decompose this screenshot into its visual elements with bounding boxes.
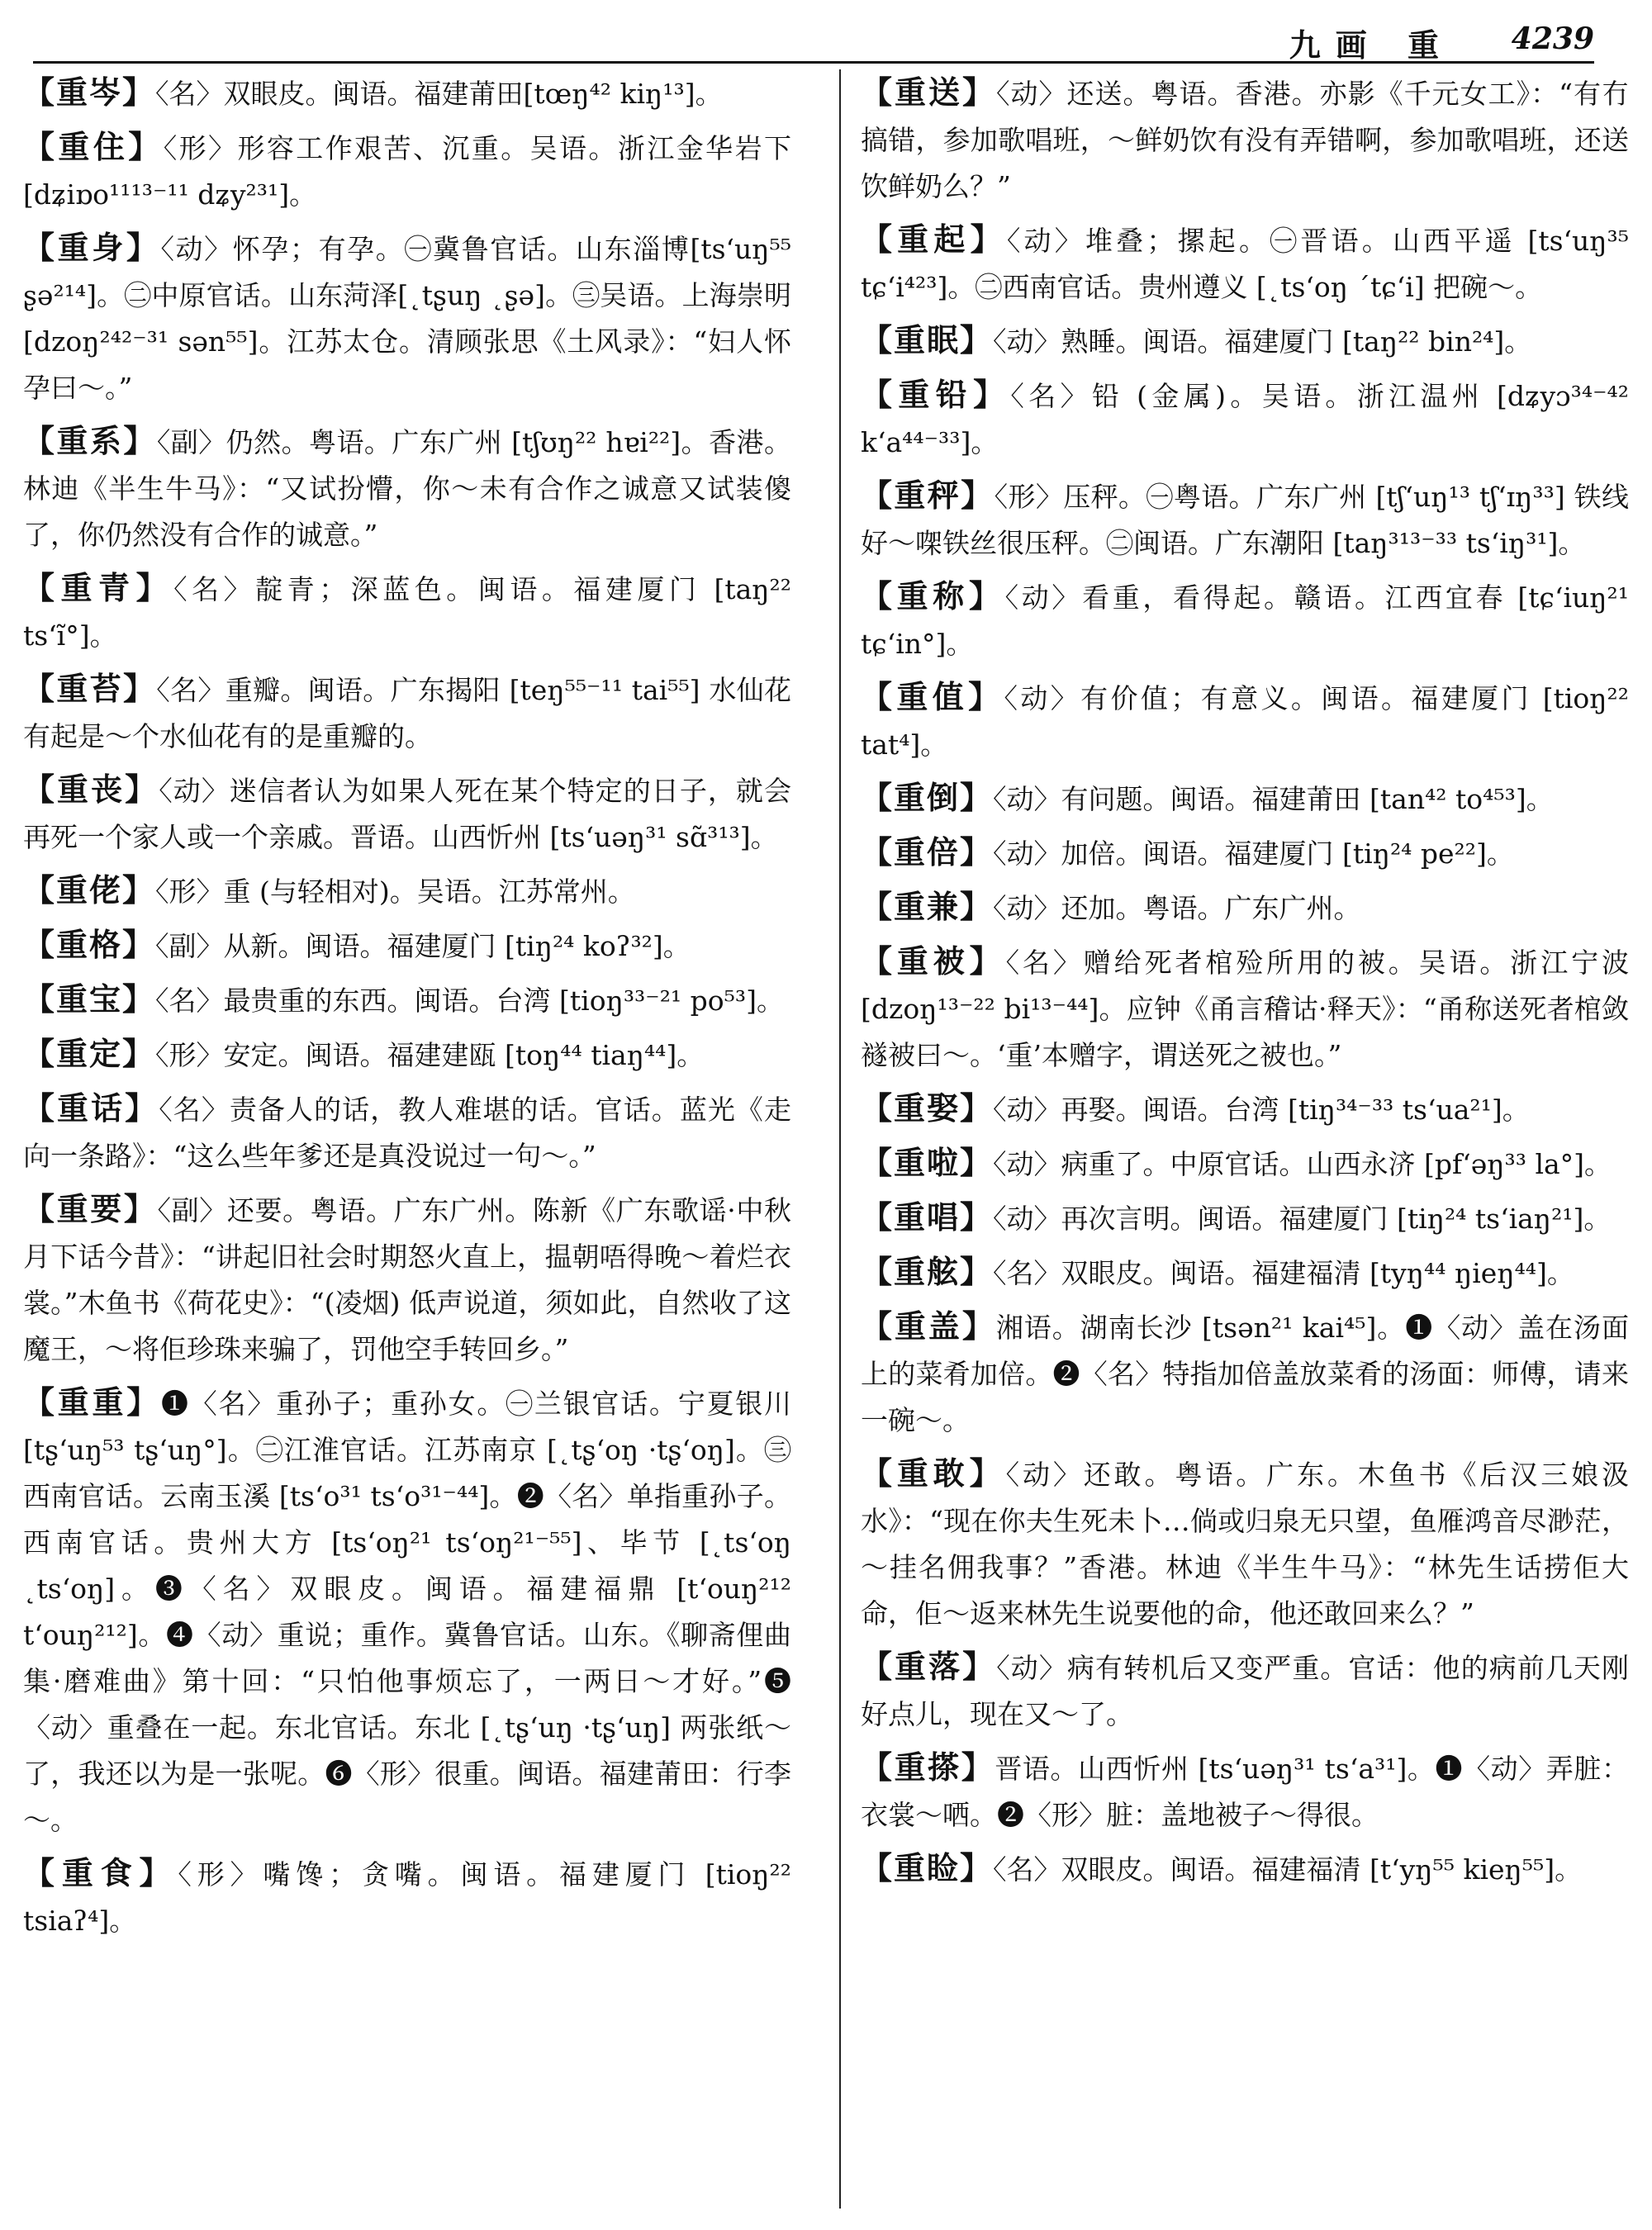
- entry-definition: 〈形〉嘴馋；贪嘴。闽语。福建厦门 [tioŋ²² tsiaʔ⁴]。: [23, 1858, 791, 1937]
- entry-definition: 〈动〉迷信者认为如果人死在某个特定的日子，就会再死一个家人或一个亲戚。晋语。山西忻州 [tsʻuəŋ³¹ sɑ̃³¹³]。: [23, 775, 791, 853]
- entry-headword: 【重倍】: [861, 833, 994, 871]
- page-number: 4239: [1511, 21, 1594, 56]
- dictionary-entry: [23, 1850, 791, 1944]
- entry-headword: 【重送】: [861, 74, 997, 111]
- entry-headword: 【重值】: [861, 678, 1004, 715]
- entry-definition: 〈名〉双眼皮。闽语。福建莆田[tœŋ⁴² kiŋ¹³]。: [155, 78, 723, 110]
- dictionary-entry: [23, 1085, 791, 1179]
- entry-headword: 【重称】: [861, 577, 1005, 614]
- dictionary-entry: [23, 418, 791, 558]
- entry-definition: 〈动〉怀孕；有孕。㊀冀鲁官话。山东淄博[tsʻuŋ⁵⁵ ʂə²¹⁴]。㊁中原官话。山东菏泽[˛tʂuŋ ˛ʂə]。㊂吴语。上海崇明 [dzoŋ²⁴²⁻³¹ sən⁵⁵]。江苏太仓。清顾张思《土风录》：“妇人怀孕曰～。”: [23, 233, 791, 404]
- entry-headword: 【重重】: [23, 1383, 162, 1421]
- dictionary-entry: [861, 1085, 1629, 1133]
- entry-definition: 〈动〉有问题。闽语。福建莆田 [tan⁴² to⁴⁵³]。: [993, 783, 1554, 815]
- dictionary-entry: [861, 1140, 1629, 1188]
- dictionary-entry: [23, 69, 791, 117]
- entry-headword: 【重唱】: [861, 1198, 994, 1236]
- page-header: [33, 12, 1594, 64]
- entry-definition: 湘语。湖南长沙 [tsən²¹ kai⁴⁵]。❶〈动〉盖在汤面上的菜肴加倍。❷〈名〉特指加倍盖放菜肴的汤面：师傅，请来一碗～。: [861, 1312, 1629, 1436]
- entry-definition: 〈动〉还送。粤语。香港。亦影《千元女工》：“有冇搞错，参加歌唱班，～鲜奶饮有没有弄错啊，参加歌唱班，还送饮鲜奶么？”: [861, 78, 1629, 202]
- dictionary-entry: [861, 472, 1629, 567]
- entry-definition: 〈名〉双眼皮。闽语。福建福清 [tʻyŋ⁵⁵ kieŋ⁵⁵]。: [993, 1853, 1583, 1886]
- entry-headword: 【重盖】: [861, 1307, 996, 1345]
- dictionary-entry: [861, 1744, 1629, 1839]
- entry-headword: 【重舷】: [861, 1253, 994, 1290]
- entry-headword: 【重身】: [23, 229, 161, 266]
- entry-definition: 〈动〉加倍。闽语。福建厦门 [tiŋ²⁴ pe²²]。: [993, 837, 1514, 870]
- entry-definition: 〈名〉双眼皮。闽语。福建福清 [tyŋ⁴⁴ ŋieŋ⁴⁴]。: [993, 1257, 1574, 1289]
- entry-definition: 〈名〉赠给死者棺殓所用的被。吴语。浙江宁波 [dzoŋ¹³⁻²² bi¹³⁻⁴⁴]。应钟《甬言稽诂·释天》：“甬称送死者棺敛襚被曰～。‘重’本赠字，谓送死之被也。”: [861, 947, 1629, 1071]
- entry-headword: 【重起】: [861, 221, 1007, 258]
- entry-headword: 【重青】: [23, 569, 174, 606]
- right-column: [861, 69, 1629, 1900]
- entry-definition: 〈动〉病有转机后又变严重。官话：他的病前几天刚好点儿，现在又～了。: [861, 1652, 1629, 1730]
- dictionary-entry: [23, 976, 791, 1024]
- entry-definition: 〈动〉堆叠；摞起。㊀晋语。山西平遥 [tsʻuŋ³⁵ tɕʻi⁴²³]。㊁西南官话。贵州遵义 [˛tsʻoŋ ˊtɕʻi] 把碗～。: [861, 225, 1629, 303]
- entry-headword: 【重秤】: [861, 477, 995, 514]
- dictionary-entry: [861, 317, 1629, 365]
- dictionary-entry: [861, 1450, 1629, 1637]
- dictionary-entry: [23, 124, 791, 218]
- entry-definition: 晋语。山西忻州 [tsʻuəŋ³¹ tsʻa³¹]。❶〈动〉弄脏：衣裳～哂。❷〈形〉脏：盖地被子～得很。: [861, 1753, 1629, 1831]
- entry-headword: 【重倒】: [861, 779, 994, 816]
- entry-definition: 〈名〉责备人的话，教人难堪的话。官话。蓝光《走向一条路》：“这么些年爹还是真没说过一句～。”: [23, 1094, 791, 1172]
- dictionary-entry: [861, 674, 1629, 768]
- entry-definition: 〈名〉重瓣。闽语。广东揭阳 [teŋ⁵⁵⁻¹¹ tai⁵⁵] 水仙花有起是～个水仙花有的是重瓣的。: [23, 674, 791, 752]
- left-column: [23, 69, 791, 1951]
- dictionary-entry: [861, 1845, 1629, 1893]
- dictionary-entry: [861, 884, 1629, 932]
- entry-definition: 〈形〉安定。闽语。福建建瓯 [toŋ⁴⁴ tiaŋ⁴⁴]。: [155, 1039, 705, 1071]
- entry-headword: 【重铅】: [861, 376, 1011, 413]
- dictionary-entry: [23, 867, 791, 915]
- dictionary-entry: [861, 1644, 1629, 1738]
- dictionary-entry: [23, 1031, 791, 1079]
- entry-headword: 【重睑】: [861, 1849, 994, 1886]
- entry-headword: 【重要】: [23, 1190, 158, 1227]
- dictionary-entry: [861, 829, 1629, 877]
- column-divider: [839, 69, 841, 2209]
- entry-definition: 〈名〉铅 (金属)。吴语。浙江温州 [dʑyɔ³⁴⁻⁴² kʻa⁴⁴⁻³³]。: [861, 380, 1629, 458]
- entry-headword: 【重啦】: [861, 1144, 994, 1181]
- entry-headword: 【重丧】: [23, 771, 159, 808]
- entry-definition: 〈名〉靛青；深蓝色。闽语。福建厦门 [taŋ²² tsʻĩ°]。: [23, 573, 791, 652]
- entry-definition: 〈形〉压秤。㊀粤语。广东广州 [tʃʻuŋ¹³ tʃʻɪŋ³³] 铁线好～㗎铁丝很压秤。㊁闽语。广东潮阳 [taŋ³¹³⁻³³ tsʻiŋ³¹]。: [861, 481, 1629, 559]
- dictionary-entry: [23, 225, 791, 411]
- entry-headword: 【重敢】: [861, 1454, 1006, 1492]
- entry-headword: 【重岑】: [23, 74, 156, 111]
- dictionary-entry: [23, 565, 791, 659]
- entry-definition: 〈动〉还敢。粤语。广东。木鱼书《后汉三娘汲水》：“现在你夫生死未卜…倘或归泉无只望，鱼雁鸿音尽渺茫，～挂名佣我事？”香港。林迪《半生牛马》：“林先生话捞佢大命，佢～返来林先生说要他的命，他还敢回来么？”: [861, 1459, 1629, 1630]
- entry-headword: 【重定】: [23, 1035, 156, 1072]
- entry-definition: 〈副〉还要。粤语。广东广州。陈新《广东歌谣·中秋月下话今昔》：“讲起旧社会时期怒火直上，揾朝唔得晚～着烂衣裳。”木鱼书《荷花史》：“(凌烟) 低声说道，须如此，自然收了这魔王，～将佢珍珠来骗了，罚他空手转回乡。”: [23, 1194, 791, 1365]
- dictionary-entry: [23, 1186, 791, 1373]
- entry-headword: 【重话】: [23, 1089, 159, 1127]
- entry-definition: 〈动〉病重了。中原官话。山西永济 [pfʻəŋ³³ la°]。: [993, 1148, 1612, 1180]
- entry-definition: 〈动〉看重，看得起。赣语。江西宜春 [tɕʻiuŋ²¹ tɕʻin°]。: [861, 581, 1629, 660]
- entry-headword: 【重住】: [23, 128, 164, 165]
- dictionary-entry: [23, 922, 791, 970]
- entry-definition: 〈形〉形容工作艰苦、沉重。吴语。浙江金华岩下 [dʑiɒo¹¹¹³⁻¹¹ dʑy²³¹]。: [23, 132, 791, 211]
- entry-headword: 【重佬】: [23, 871, 156, 909]
- dictionary-entry: [861, 573, 1629, 667]
- running-title: 九画 重: [1289, 26, 1454, 64]
- dictionary-entry: [23, 1379, 791, 1843]
- entry-definition: 〈副〉从新。闽语。福建厦门 [tiŋ²⁴ koʔ³²]。: [155, 930, 691, 962]
- entry-headword: 【重搽】: [861, 1748, 995, 1786]
- dictionary-entry: [861, 69, 1629, 210]
- entry-definition: 〈动〉再娶。闽语。台湾 [tiŋ³⁴⁻³³ tsʻua²¹]。: [993, 1094, 1530, 1126]
- entry-headword: 【重食】: [23, 1854, 178, 1891]
- dictionary-entry: [861, 1194, 1629, 1242]
- dictionary-entry: [861, 1249, 1629, 1297]
- dictionary-entry: [23, 666, 791, 760]
- entry-definition: 〈动〉有价值；有意义。闽语。福建厦门 [tioŋ²² tat⁴]。: [861, 682, 1629, 761]
- dictionary-entry: [861, 216, 1629, 311]
- dictionary-entry: [861, 775, 1629, 823]
- entry-headword: 【重宝】: [23, 980, 156, 1018]
- entry-headword: 【重苔】: [23, 670, 157, 707]
- entry-headword: 【重被】: [861, 942, 1006, 980]
- entry-headword: 【重眠】: [861, 321, 994, 358]
- entry-definition: 〈动〉熟睡。闽语。福建厦门 [taŋ²² bin²⁴]。: [993, 325, 1532, 358]
- entry-definition: 〈副〉仍然。粤语。广东广州 [tʃʊŋ²² hɐi²²]。香港。林迪《半生牛马》：“又试扮懵，你～未有合作之诚意又试装傻了，你仍然没有合作的诚意。”: [23, 426, 791, 551]
- entry-headword: 【重兼】: [861, 888, 994, 925]
- entry-headword: 【重系】: [23, 422, 157, 459]
- entry-headword: 【重格】: [23, 926, 156, 963]
- entry-definition: 〈动〉还加。粤语。广东广州。: [993, 892, 1361, 924]
- entry-headword: 【重落】: [861, 1648, 997, 1685]
- entry-headword: 【重娶】: [861, 1089, 994, 1127]
- dictionary-entry: [861, 372, 1629, 466]
- dictionary-entry: [861, 1303, 1629, 1444]
- entry-definition: 〈形〉重 (与轻相对)。吴语。江苏常州。: [155, 875, 635, 908]
- dictionary-entry: [861, 938, 1629, 1079]
- entry-definition: 〈动〉再次言明。闽语。福建厦门 [tiŋ²⁴ tsʻiaŋ²¹]。: [993, 1203, 1612, 1235]
- dictionary-entry: [23, 766, 791, 861]
- entry-definition: 〈名〉最贵重的东西。闽语。台湾 [tioŋ³³⁻²¹ po⁵³]。: [155, 985, 784, 1017]
- entry-definition: ❶〈名〉重孙子；重孙女。㊀兰银官话。宁夏银川 [tʂʻuŋ⁵³ tʂʻuŋ°]。㊁江淮官话。江苏南京 [˛tʂʻoŋ ·tʂʻoŋ]。㊂西南官话。云南玉溪 [tsʻo³¹ tsʻo³¹⁻⁴⁴]。❷〈名〉单指重孙子。西南官话。贵州大方 [tsʻoŋ²¹ tsʻoŋ²¹⁻⁵⁵]、毕节 [˛tsʻoŋ ˛tsʻoŋ]。❸〈名〉双眼皮。闽语。福建福鼎 [tʻouŋ²¹² tʻouŋ²¹²]。❹〈动〉重说；重作。冀鲁官话。山东。《聊斋俚曲集·磨难曲》第十回：“只怕他事烦忘了，一两日～才好。”❺〈动〉重叠在一起。东北官话。东北 [˛tʂʻuŋ ·tʂʻuŋ] 两张纸～了，我还以为是一张呢。❻〈形〉很重。闽语。福建莆田：行李～。: [23, 1388, 791, 1836]
